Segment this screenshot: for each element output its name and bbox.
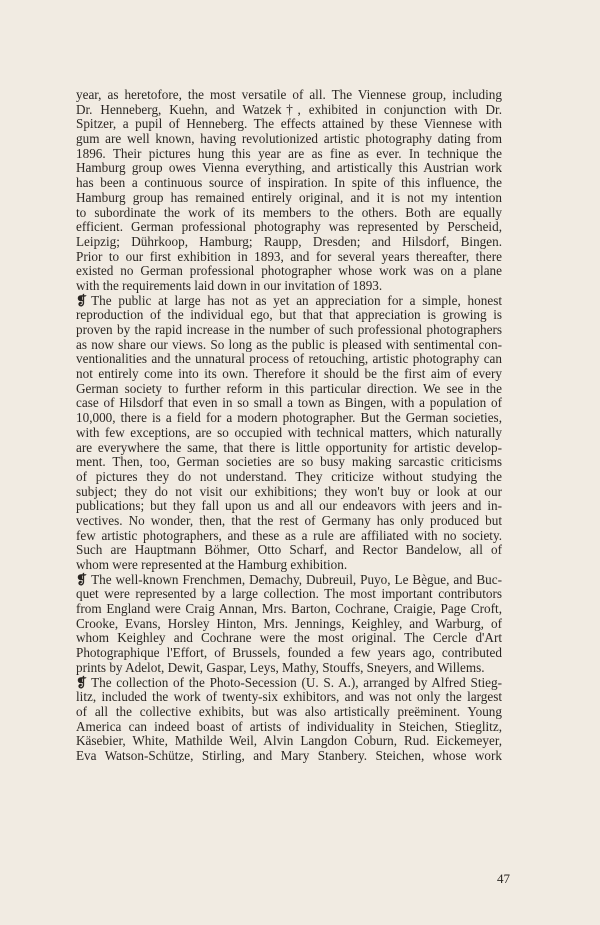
text-line: case of Hilsdorf that even in so small a town as Bingen, with a population of [76, 395, 502, 411]
text-line: proven by the rapid increase in the number of such professional photographers [76, 322, 502, 337]
text-line: reproduction of the individual ego, but that that appreciation is growing is [76, 307, 502, 323]
text-line: has been a continuous source of inspiration. In spite of this influence, the [76, 175, 502, 191]
text-line: Käsebier, White, Mathilde Weil, Alvin Langdon Coburn, Rud. Eickemeyer, [76, 733, 502, 749]
text-line: Crooke, Evans, Horsley Hinton, Mrs. Jennings, Keighley, and Warburg, of [76, 615, 502, 631]
text-line: from England were Craig Annan, Mrs. Barton, Cochrane, Craigie, Page Croft, [76, 601, 502, 617]
text-line: vectives. No wonder, then, that the rest of Germany has only produced but [76, 512, 502, 528]
text-line: Prior to our first exhibition in 1893, and for several years thereafter, there [76, 248, 502, 264]
text-line: as now share our views. So long as the public is pleased with sentimental con- [76, 336, 502, 352]
text-line: subject; they do not visit our exhibitions; they won't buy or look at our [76, 483, 502, 499]
text-line: whom were represented at the Hamburg exhibition. [76, 557, 348, 572]
text-line: with few exceptions, are so occupied with technical matters, which naturally [76, 424, 502, 440]
paragraph-first-line [76, 294, 502, 309]
body-text [76, 88, 502, 764]
text-line: ment. Then, too, German societies are so busy making sarcastic criticisms [76, 454, 502, 470]
text-line: Dr. Henneberg, Kuehn, and Watzek†, exhibited in conjunction with Dr. [76, 101, 502, 117]
text-line: The public at large has not as yet an appreciation for a simple, honest [91, 292, 502, 308]
text-line: litz, included the work of twenty-six exhibitors, and was not only the largest [76, 689, 502, 705]
text-line: are everywhere the same, that there is little opportunity for artistic develop- [76, 439, 502, 455]
paragraph-first-line [76, 676, 502, 691]
paragraph-mark: ❡ [76, 674, 88, 690]
text-line: existed no German professional photographer whose work was on a plane [76, 263, 502, 279]
text-line: Photographique l'Effort, of Brussels, founded a few years ago, contributed [76, 645, 502, 661]
text-line: The well-known Frenchmen, Demachy, Dubreuil, Puyo, Le Bègue, and Buc- [91, 571, 502, 587]
text-line: Hamburg group has remained entirely original, and it is not my intention [76, 189, 502, 205]
text-line: gum are well known, having revolutionized artistic photography dating from [76, 131, 502, 147]
text-line: ventionalities and the unnatural process of retouching, artistic photography can [76, 351, 502, 367]
text-line: Leipzig; Dührkoop, Hamburg; Raupp, Dresden; and Hilsdorf, Bingen. [76, 233, 502, 249]
text-line: few artistic photographers, and these as a rule are affiliated with no society. [76, 527, 502, 543]
text-line: of pictures they do not understand. They criticize without studying the [76, 468, 502, 484]
page-number: 47 [497, 871, 510, 886]
text-line: Hamburg group owes Vienna everything, and artistically this Austrian work [76, 160, 502, 176]
text-line: Spitzer, a pupil of Henneberg. The effects attained by these Viennese with [76, 116, 502, 132]
text-line: to subordinate the work of its members to the others. Both are equally [76, 204, 502, 220]
text-line: publications; but they fall upon us and all our endeavors with jeers and in- [76, 498, 502, 514]
text-line: The collection of the Photo-Secession (U. S. A.), arranged by Alfred Stieg- [91, 674, 502, 690]
text-line: of all the collective exhibits, but was also artistically preëminent. Young [76, 703, 502, 719]
paragraph-mark: ❡ [76, 571, 88, 587]
text-line: not entirely come into its own. Therefore it should be the first aim of every [76, 366, 502, 382]
text-line: prints by Adelot, Dewit, Gaspar, Leys, Mathy, Stouffs, Sneyers, and Willems. [76, 659, 485, 675]
text-line: year, as heretofore, the most versatile of all. The Viennese group, including [76, 87, 502, 102]
paragraph-mark: ❡ [76, 292, 88, 308]
text-line: America can indeed boast of artists of individuality in Steichen, Stieglitz, [76, 718, 502, 734]
text-line: quet were represented by a large collection. The most important contributors [76, 586, 502, 602]
text-line: 1896. Their pictures hung this year are as fine as ever. In technique the [76, 145, 502, 161]
text-line: whom Keighley and Cochrane were the most original. The Cercle d'Art [76, 630, 502, 646]
text-line: 10,000, there is a field for a modern photographer. But the German societies, [76, 410, 502, 426]
text-line: with the requirements laid down in our invitation of 1893. [76, 277, 383, 293]
text-line: Eva Watson-Schütze, Stirling, and Mary Stanbery. Steichen, whose work [76, 747, 502, 763]
text-line: Such are Hauptmann Böhmer, Otto Scharf, and Rector Bandelow, all of [76, 542, 502, 558]
text-line: efficient. German professional photography was represented by Perscheid, [76, 219, 502, 235]
text-line: German society to further reform in this particular direction. We see in the [76, 380, 502, 396]
paragraph-first-line [76, 573, 502, 588]
